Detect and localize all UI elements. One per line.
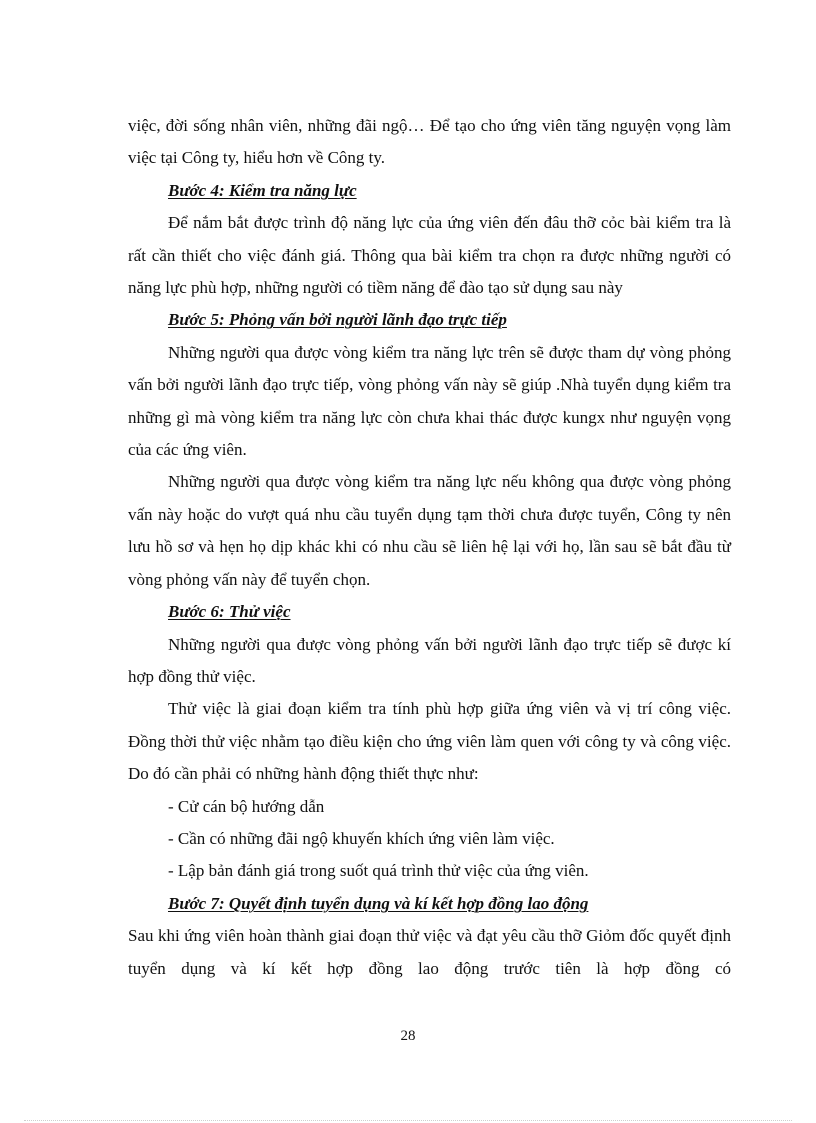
paragraph-step-5-a: Những người qua được vòng kiểm tra năng lực trên sẽ được tham dự vòng phỏng vấn bởi người lãnh đạo trực tiếp, vòng phỏng vấn này sẽ giúp .Nhà tuyển dụng kiểm tra những gì mà vòng kiểm tra năng lực còn chưa khai thác được kungx như nguyện vọng của các ứng viên.: [128, 342, 731, 460]
heading-step-7: Bước 7: Quyết định tuyển dụng và kí kết hợp đồng lao động: [168, 893, 589, 913]
page-number: 28: [400, 1028, 416, 1044]
page-body: [128, 110, 731, 985]
bullet-item-2: - Cần có những đãi ngộ khuyến khích ứng viên làm việc.: [168, 828, 555, 848]
page-bottom-border: [24, 1120, 792, 1121]
bullet-item-3: - Lập bản đánh giá trong suốt quá trình thử việc của ứng viên.: [168, 861, 589, 881]
heading-step-6: Bước 6: Thử việc: [168, 602, 291, 622]
paragraph-intro: việc, đời sống nhân viên, những đãi ngộ… Để tạo cho ứng viên tăng nguyện vọng làm việc tại Công ty, hiểu hơn về Công ty.: [128, 116, 731, 168]
paragraph-step-6-b: Thử việc là giai đoạn kiểm tra tính phù hợp giữa ứng viên và vị trí công việc. Đồng thời thử việc nhằm tạo điều kiện cho ứng viên làm quen với công ty và công việc. Do đó cần phải có những hành động thiết thực như:: [128, 699, 731, 784]
heading-step-5: Bước 5: Phỏng vấn bởi người lãnh đạo trực tiếp: [168, 310, 507, 330]
paragraph-step-4: Để nắm bắt được trình độ năng lực của ứng viên đến đâu thỡ cỏc bài kiểm tra là rất cần thiết cho việc đánh giá. Thông qua bài kiểm tra chọn ra được những người có năng lực phù hợp, những người có tiềm năng để đào tạo sử dụng sau này: [128, 213, 731, 298]
bullet-item-1: - Cử cán bộ hướng dẫn: [168, 796, 325, 816]
paragraph-step-5-b: Những người qua được vòng kiểm tra năng lực nếu không qua được vòng phỏng vấn này hoặc do vượt quá nhu cầu tuyển dụng tạm thời chưa được tuyển, Công ty nên lưu hồ sơ và hẹn họ dịp khác khi có nhu cầu sẽ liên hệ lại với họ, lần sau sẽ bắt đầu từ vòng phỏng vấn này để tuyển chọn.: [128, 472, 731, 589]
paragraph-step-7: Sau khi ứng viên hoàn thành giai đoạn thử việc và đạt yêu cầu thỡ Giỏm đốc quyết định tuyển dụng và kí kết hợp đồng lao động trước tiên là hợp đồng có: [128, 926, 731, 978]
heading-step-4: Bước 4: Kiểm tra năng lực: [168, 180, 357, 200]
paragraph-step-6-a: Những người qua được vòng phỏng vấn bởi người lãnh đạo trực tiếp sẽ được kí hợp đồng thử việc.: [128, 634, 731, 686]
